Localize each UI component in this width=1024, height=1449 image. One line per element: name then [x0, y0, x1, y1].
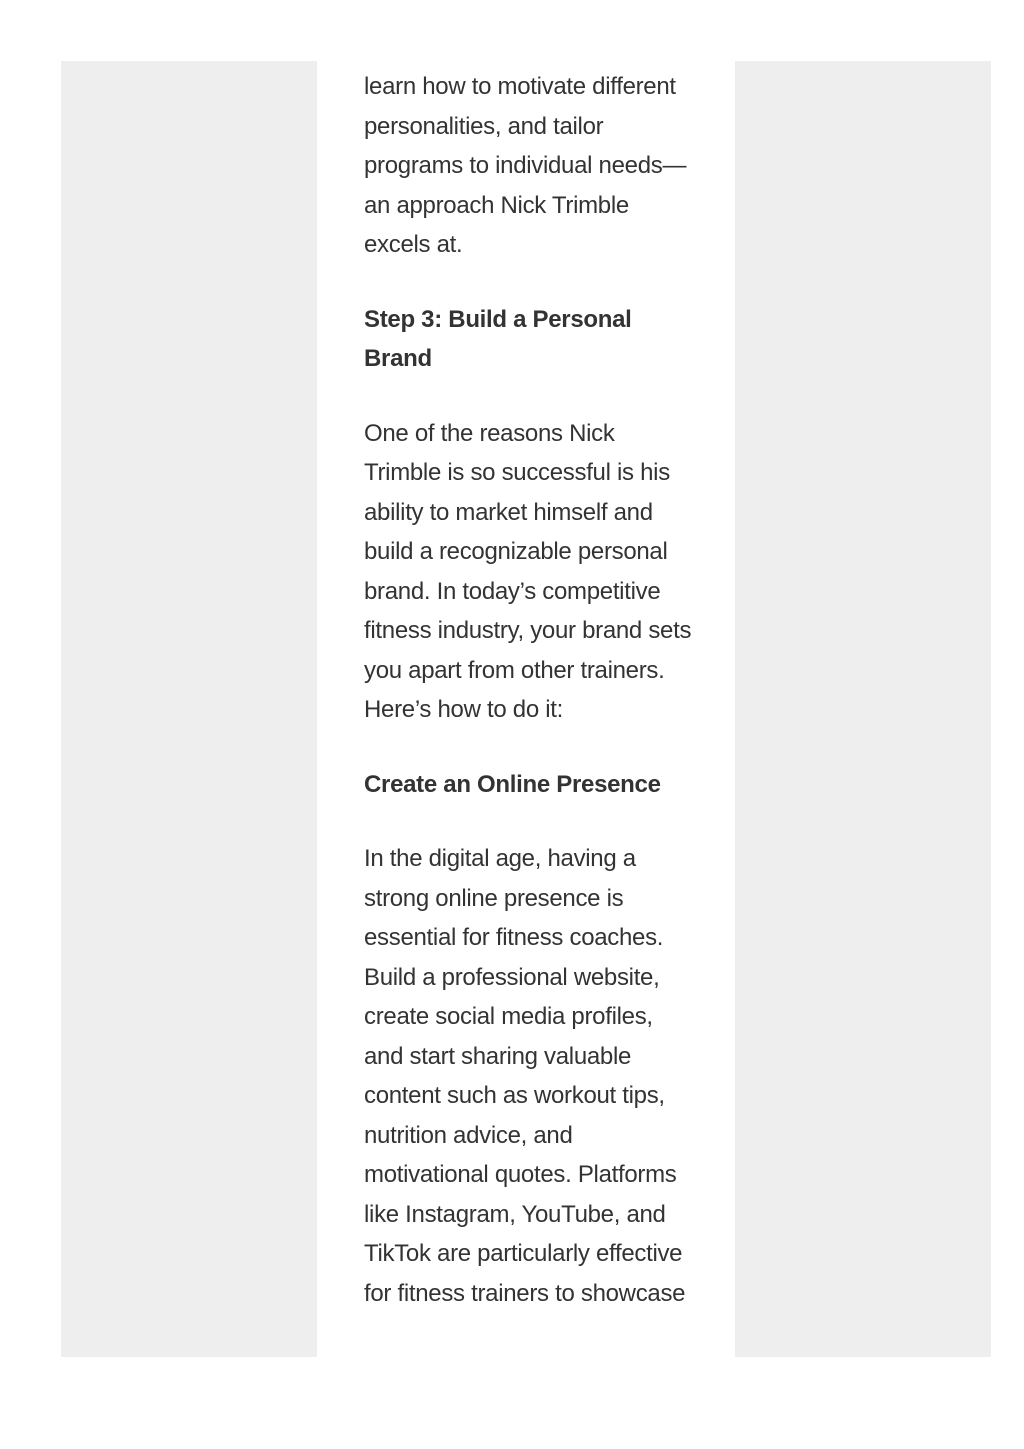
article-content	[364, 67, 694, 1348]
online-presence-heading: Create an Online Presence	[364, 770, 661, 798]
left-sidebar-placeholder	[61, 61, 317, 1357]
step3-heading: Step 3: Build a Personal Brand	[364, 305, 632, 372]
right-sidebar-placeholder	[735, 61, 991, 1357]
intro-paragraph: learn how to motivate different personalities, and tailor programs to individual needs—an approach Nick Trimble excels at.	[364, 73, 687, 258]
online-presence-paragraph: In the digital age, having a strong online presence is essential for fitness coaches. Build a professional website, create social media profiles, and start sharing valuable content such as workout tips, nutrition advice, and motivational quotes. Platforms like Instagram, YouTube, and TikTok are particularly effective for fitness trainers to showcase	[364, 845, 686, 1307]
step3-paragraph: One of the reasons Nick Trimble is so successful is his ability to market himself and build a recognizable personal brand. In today’s competitive fitness industry, your brand sets you apart from other trainers. Here’s how to do it:	[364, 419, 692, 723]
